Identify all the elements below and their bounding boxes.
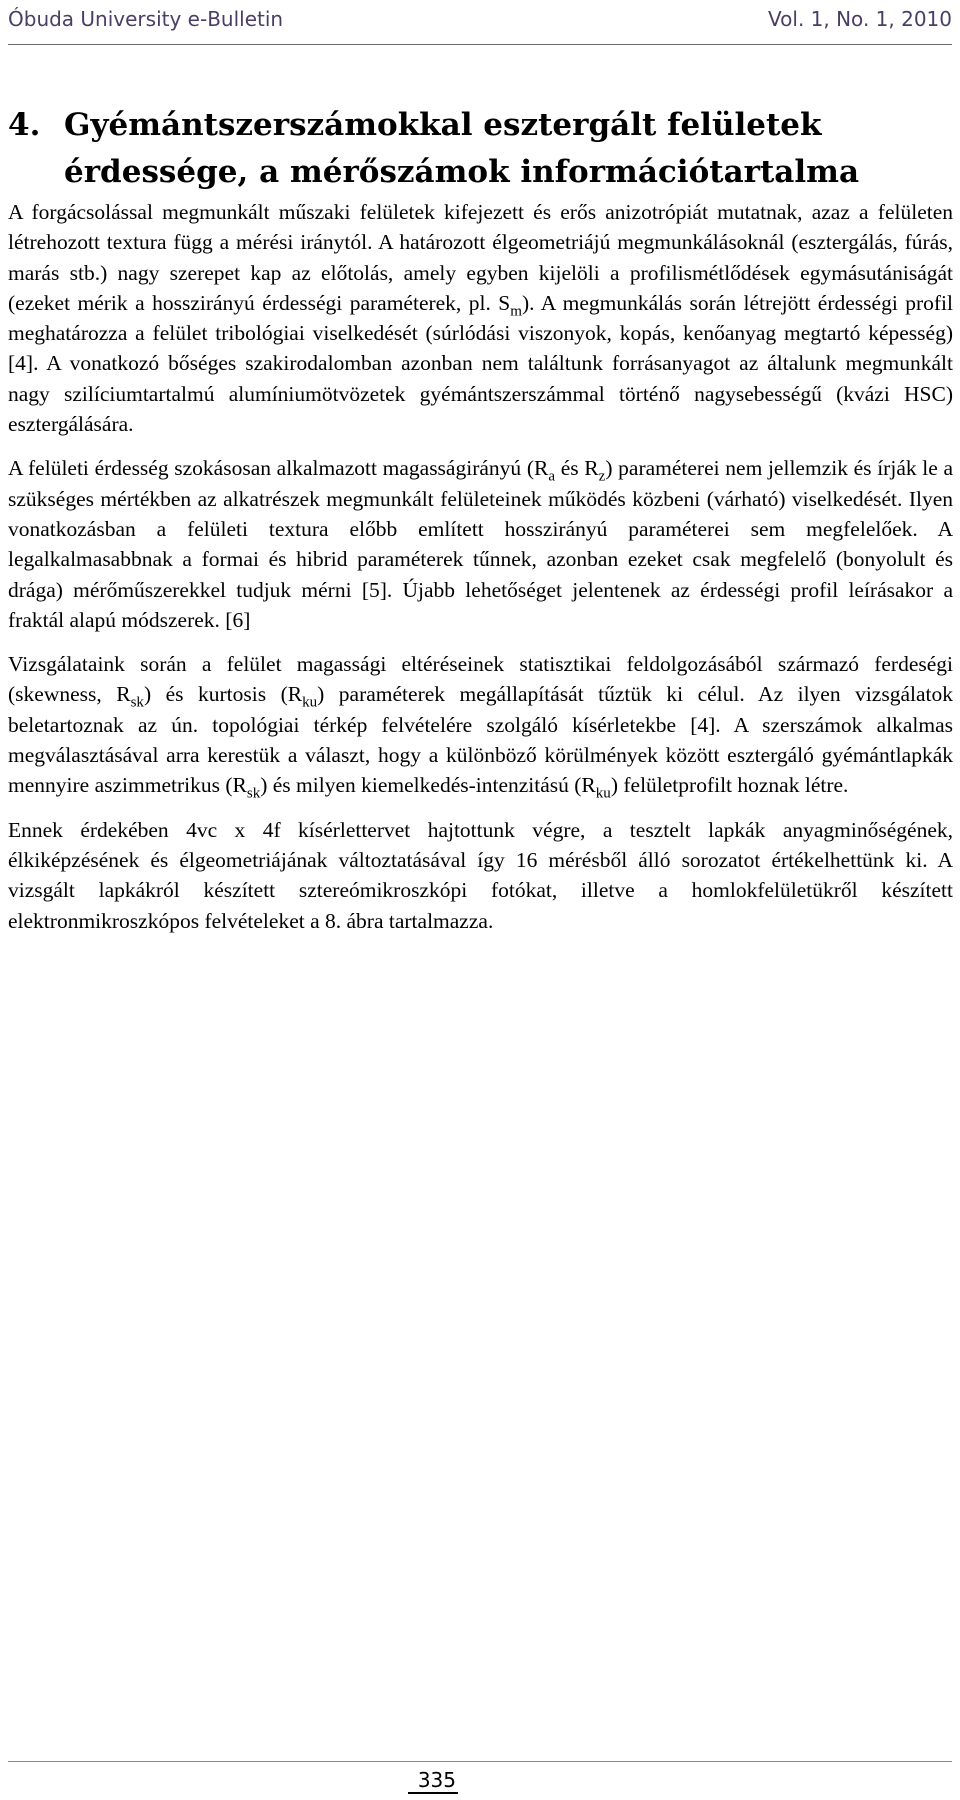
- section-title-line2: érdessége, a mérőszámok információtartalma: [64, 154, 860, 190]
- p3-text-a: Vizsgálataink során a felület magassági eltéréseinek statisztikai feldolgozásából származó ferdeségi (skewness, R: [8, 652, 953, 707]
- p3-text-e: ) felületprofilt hoznak létre.: [610, 773, 849, 798]
- page-number: 335: [408, 1768, 458, 1794]
- header-divider: [8, 44, 952, 45]
- journal-name: Óbuda University e‑Bulletin: [8, 7, 284, 31]
- section-title-line1: Gyémántszerszámokkal esztergált felületek: [64, 107, 822, 143]
- p3-text-b: ) és kurtosis (R: [143, 682, 303, 707]
- p1-subscript-m: m: [510, 303, 522, 320]
- running-header: [8, 3, 952, 43]
- p3-text-d: ) és milyen kiemelkedés-intenzitású (R: [260, 773, 596, 798]
- paragraph-1: [8, 197, 953, 439]
- p2-text-b: és R: [555, 456, 599, 481]
- section-number: 4.: [8, 107, 41, 143]
- paragraph-4: [8, 815, 953, 936]
- p3-subscript-sk-2: sk: [246, 785, 261, 802]
- body-text: [8, 197, 953, 936]
- section-heading: [8, 102, 948, 196]
- p2-text-c: ) paraméterei nem jellemzik és írják le a szükséges mértékben az alkatrészek megmunkált felületeinek működés közbeni (várható) viselkedését. Ilyen vonatkozásban a felületi textura előbb említett hosszirányú paraméterei sem megfelelőek. A legalkalmasabbnak a formai és hibrid paraméterek tűnnek, azonban ezeket csak megfelelő (bonyolult és drága) mérőműszerekkel tudjuk mérni [5]. Újabb lehetőséget jelentenek az érdességi profil leírásakor a fraktál alapú módszerek. [6]: [8, 456, 954, 632]
- volume-info: Vol. 1, No. 1, 2010: [768, 7, 952, 31]
- p2-subscript-a: a: [548, 468, 556, 485]
- section-heading-line1: [8, 102, 948, 149]
- p1-text-b: ). A megmunkálás során létrejött érdességi profil meghatározza a felület tribológiai viselkedését (súrlódási viszonyok, kopás, kenőanyag megtartó képesség) [4]. A vonatkozó bőséges szakirodalomban azonban nem találtunk forrásanyagot az általunk megmunkált nagy szilíciumtartalmú alumíniumötvözetek gyémántszerszámmal történő nagysebességű (kvázi HSC) esztergálására.: [8, 290, 954, 437]
- p3-subscript-ku-2: ku: [595, 785, 611, 802]
- p3-subscript-sk-1: sk: [130, 694, 144, 711]
- p2-text-a: A felületi érdesség szokásosan alkalmazott magasságirányú (R: [8, 456, 549, 481]
- p3-subscript-ku-1: ku: [302, 694, 318, 711]
- p3-text-c: ) paraméterek megállapítását tűztük ki célul. Az ilyen vizsgálatok beletartoznak az ún. topológiai térkép felvételére szolgáló kísérletekbe [4]. A szerszámok alkalmas megválasztásával arra kerestük a választ, hogy a különböző körülmények között esztergáló gyémántlapkák mennyire aszimmetrikus (R: [8, 682, 953, 798]
- p1-text-a: A forgácsolással megmunkált műszaki felületek kifejezett és erős anizotrópiát mutatnak, azaz a felületen létrehozott textura függ a mérési iránytól. A határozott élgeometriájú megmunkálásoknál (esztergálás, fúrás, marás stb.) nagy szerepet kap az előtolás, amely egyben kijelöli a profilismétlődések egymásutániságát (ezeket mérik a hosszirányú érdességi paraméterek, pl. S: [8, 200, 953, 315]
- p4-text-a: Ennek érdekében 4vc x 4f kísérlettervet hajtottunk végre, a tesztelt lapkák anyagminőségének, élkiképzésének és élgeometriájának változtatásával így 16 mérésből álló sorozatot értékelhettünk ki. A vizsgált lapkákról készített sztereómikroszkópi fotókat, illetve a homlokfelületükről készített elektronmikroszkópos felvételeket a 8. ábra tartalmazza.: [8, 817, 953, 933]
- p2-subscript-z: z: [598, 468, 606, 485]
- page-number-container: [388, 1768, 458, 1792]
- footer-divider: [8, 1761, 952, 1762]
- paragraph-3: [8, 649, 953, 800]
- paragraph-2: [8, 453, 953, 635]
